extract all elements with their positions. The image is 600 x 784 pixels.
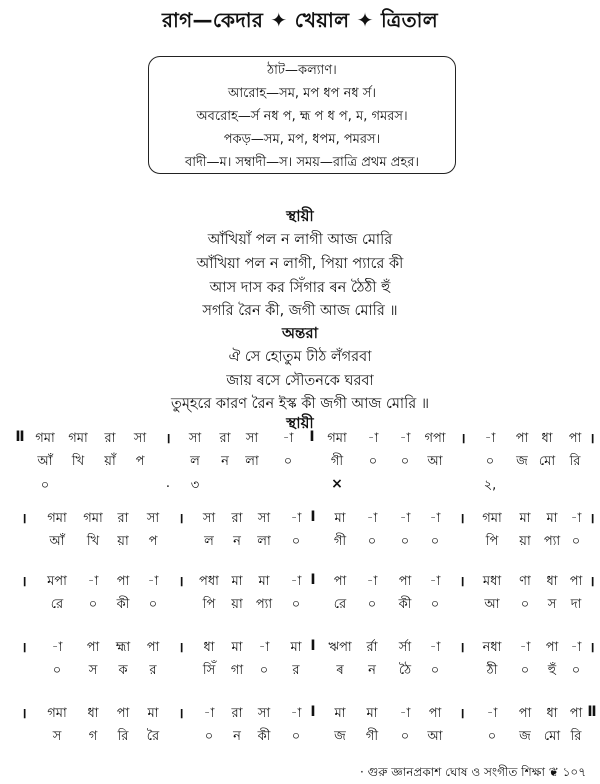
notation-cell: মো bbox=[538, 454, 556, 469]
notation-cell: ০ bbox=[291, 597, 301, 612]
notation-cell: জ bbox=[334, 729, 346, 744]
notation-cell: মা bbox=[334, 511, 346, 526]
notation-cell: . bbox=[165, 476, 171, 491]
notation-cell: ঠী bbox=[486, 663, 498, 678]
notation-bar: । bbox=[459, 640, 465, 656]
notation-cell: পা bbox=[398, 574, 412, 589]
antara-line: জায় ৰসে সৌতনকে ঘরবা bbox=[226, 373, 374, 389]
notation-cell: কী bbox=[257, 729, 271, 744]
notation-cell: সা bbox=[257, 511, 271, 526]
notation-cell: -া bbox=[258, 640, 270, 655]
notation-cell: -া bbox=[484, 431, 496, 446]
notation-cell: গমা bbox=[327, 431, 347, 446]
notation-cell: ০ bbox=[283, 454, 293, 469]
notation-bar: × bbox=[331, 476, 343, 492]
notation-cell: পা bbox=[515, 431, 529, 446]
notation-cell: ০ bbox=[291, 729, 301, 744]
notation-cell: -া bbox=[147, 574, 159, 589]
notation-cell: য়া bbox=[231, 597, 243, 612]
notation-cell: ০ bbox=[571, 534, 581, 549]
notation-cell: ০ bbox=[259, 663, 269, 678]
notation-cell: মা bbox=[231, 574, 243, 589]
notation-cell: গী bbox=[333, 534, 347, 549]
notation-cell: ণা bbox=[519, 574, 531, 589]
notation-cell: ০ bbox=[368, 454, 378, 469]
notation-cell: পা bbox=[116, 706, 130, 721]
notation-row bbox=[0, 704, 600, 726]
notation-bar: । bbox=[21, 574, 27, 590]
notation-cell: ৰ bbox=[336, 663, 344, 678]
notation-bar: । bbox=[589, 640, 595, 656]
notation-cell: গমা bbox=[47, 706, 67, 721]
notation-cell: পা bbox=[116, 574, 130, 589]
notation-cell: রৈ bbox=[146, 729, 160, 744]
notation-cell: রা bbox=[104, 431, 116, 446]
notation-bar: I bbox=[310, 638, 316, 654]
notation-cell: মধা bbox=[482, 574, 502, 589]
notation-cell: মা bbox=[258, 574, 270, 589]
info-pakad: পকড়—সম, মপ, ধপম, পমরস। bbox=[223, 132, 381, 147]
notation-cell: ২, bbox=[483, 478, 497, 493]
notation-cell: ০ bbox=[148, 597, 158, 612]
notation-cell: আঁ bbox=[37, 454, 53, 469]
notation-cell: মা bbox=[290, 640, 302, 655]
notation-cell: প্যা bbox=[255, 597, 273, 612]
notation-cell: ক bbox=[118, 663, 128, 678]
notation-bar: । bbox=[165, 431, 171, 447]
notation-cell: মা bbox=[546, 511, 558, 526]
notation-cell: রি bbox=[570, 729, 582, 744]
notation-cell: পি bbox=[485, 534, 499, 549]
notation-cell: মা bbox=[231, 640, 243, 655]
notation-cell: ০ bbox=[367, 534, 377, 549]
notation-cell: স bbox=[52, 729, 62, 744]
notation-cell: দা bbox=[570, 597, 582, 612]
notation-bar: I bbox=[310, 704, 316, 720]
notation-cell: রে bbox=[50, 597, 64, 612]
notation-cell: ০ bbox=[367, 597, 377, 612]
notation-bar: । bbox=[178, 574, 184, 590]
notation-cell: গমা bbox=[35, 431, 55, 446]
raga-info-box bbox=[148, 56, 456, 174]
raga-title: রাগ—কেদার ✦ খেয়াল ✦ ত্রিতাল bbox=[162, 8, 438, 32]
antara-heading: অন্তরা bbox=[282, 324, 318, 342]
notation-bar: । bbox=[21, 511, 27, 527]
notation-cell: -া bbox=[399, 431, 411, 446]
notation-cell: খি bbox=[86, 534, 100, 549]
notation-cell: ল bbox=[204, 534, 214, 549]
notation-bar: Ⅱ bbox=[587, 704, 597, 720]
notation-cell: পধা bbox=[199, 574, 219, 589]
notation-row bbox=[0, 429, 600, 451]
notation-cell: মা bbox=[147, 706, 159, 721]
notation-cell: ০ bbox=[400, 534, 410, 549]
notation-cell: আ bbox=[484, 597, 500, 612]
notation-cell: র্রা bbox=[366, 640, 378, 655]
notation-cell: পা bbox=[568, 431, 582, 446]
notation-cell: গমা bbox=[47, 511, 67, 526]
notation-row bbox=[0, 661, 600, 683]
notation-cell: -া bbox=[366, 511, 378, 526]
notation-cell: গপা bbox=[424, 431, 446, 446]
notation-row bbox=[0, 452, 600, 474]
notation-cell: রি bbox=[569, 454, 581, 469]
notation-cell: ন bbox=[368, 663, 376, 678]
notation-cell: ০ bbox=[291, 534, 301, 549]
notation-cell: পা bbox=[518, 706, 532, 721]
notation-cell: আ bbox=[427, 454, 443, 469]
notation-cell: ০ bbox=[204, 729, 214, 744]
notation-cell: য়া bbox=[519, 534, 531, 549]
notation-bar: Ⅱ bbox=[15, 429, 25, 445]
notation-cell: -া bbox=[282, 431, 294, 446]
notation-cell: য়া bbox=[117, 534, 129, 549]
notation-bar: । bbox=[178, 706, 184, 722]
notation-cell: মা bbox=[366, 706, 378, 721]
notation-row bbox=[0, 476, 600, 498]
notation-row bbox=[0, 727, 600, 749]
notation-cell: মপা bbox=[47, 574, 67, 589]
notation-cell: আ bbox=[427, 729, 443, 744]
notation-cell: গ bbox=[88, 729, 98, 744]
notation-cell: লা bbox=[245, 454, 259, 469]
notation-cell: রা bbox=[219, 431, 231, 446]
notation-cell: ০ bbox=[430, 597, 440, 612]
sthayi-heading: স্থায়ী bbox=[286, 207, 314, 225]
notation-cell: -া bbox=[486, 706, 498, 721]
notation-cell: -া bbox=[51, 640, 63, 655]
notation-cell: গী bbox=[365, 729, 379, 744]
sthayi-line: আঁখিয়া পল ন লাগী, পিয়া প্যারে কী bbox=[196, 256, 404, 272]
notation-cell: রা bbox=[117, 511, 129, 526]
notation-cell: রা bbox=[231, 706, 243, 721]
notation-row bbox=[0, 509, 600, 531]
notation-cell: সা bbox=[146, 511, 160, 526]
notation-cell: ধা bbox=[203, 640, 215, 655]
notation-cell: ০ bbox=[88, 597, 98, 612]
notation-bar: । bbox=[178, 511, 184, 527]
notation-cell: র bbox=[292, 663, 300, 678]
notation-cell: হুঁ bbox=[547, 663, 557, 678]
notation-cell: পা bbox=[86, 640, 100, 655]
notation-bar: I bbox=[309, 429, 315, 445]
notation-cell: প্যা bbox=[543, 534, 561, 549]
notation-cell: ০ bbox=[52, 663, 62, 678]
notation-cell: গা bbox=[230, 663, 244, 678]
sthayi-line: আস দাস কর সিঁগার ৰন ঠৈঠী হুঁ bbox=[209, 280, 391, 296]
notation-cell: গমা bbox=[83, 511, 103, 526]
notation-cell: সা bbox=[202, 511, 216, 526]
notation-bar: । bbox=[21, 706, 27, 722]
notation-cell: ০ bbox=[40, 478, 50, 493]
info-vadi-samay: বাদী—ম। সম্বাদী—স। সময়—রাত্রি প্রথম প্রহর। bbox=[184, 155, 420, 170]
notation-bar: । bbox=[460, 431, 466, 447]
notation-cell: -া bbox=[429, 511, 441, 526]
notation-cell: জ bbox=[516, 454, 528, 469]
notation-cell: -া bbox=[429, 574, 441, 589]
notation-cell: -া bbox=[399, 511, 411, 526]
notation-cell: -া bbox=[290, 511, 302, 526]
sthayi-line: সগরি রৈন কী, জগী আজ মোরি ॥ bbox=[202, 303, 398, 319]
notation-cell: ০ bbox=[400, 729, 410, 744]
notation-cell: রা bbox=[231, 511, 243, 526]
notation-heading: স্থায়ী bbox=[286, 414, 314, 432]
notation-cell: য়াঁ bbox=[104, 454, 116, 469]
notation-bar: I bbox=[310, 572, 316, 588]
notation-cell: -া bbox=[519, 640, 531, 655]
notation-bar: । bbox=[21, 640, 27, 656]
notation-cell: ন bbox=[233, 534, 241, 549]
notation-cell: সা bbox=[188, 431, 202, 446]
page-footer: · গুরু জ্ঞানপ্রকাশ ঘোষ ও সংগীত শিক্ষা ❦ ১০৭ bbox=[359, 765, 586, 779]
notation-cell: -া bbox=[429, 640, 441, 655]
notation-cell: সিঁ bbox=[202, 663, 216, 678]
notation-cell: -া bbox=[570, 640, 582, 655]
notation-cell: হ্মা bbox=[115, 640, 131, 655]
notation-cell: পা bbox=[146, 640, 160, 655]
notation-row bbox=[0, 532, 600, 554]
info-aroha: আরোহ—সম, মপ ধপ নধ র্স। bbox=[227, 86, 377, 101]
notation-cell: -া bbox=[290, 706, 302, 721]
sthayi-line: আঁখিয়াঁ পল ন লাগী আজ মোরি bbox=[207, 232, 393, 248]
notation-cell: কী bbox=[398, 597, 412, 612]
notation-row bbox=[0, 595, 600, 617]
notation-cell: রি bbox=[117, 729, 129, 744]
notation-cell: জ bbox=[519, 729, 531, 744]
notation-cell: র্সা bbox=[398, 640, 412, 655]
notation-cell: ধা bbox=[541, 431, 553, 446]
notation-cell: -া bbox=[366, 574, 378, 589]
notation-row bbox=[0, 638, 600, 660]
notation-cell: -া bbox=[290, 574, 302, 589]
notation-cell: পা bbox=[545, 640, 559, 655]
notation-cell: -া bbox=[203, 706, 215, 721]
notation-cell: ০ bbox=[487, 729, 497, 744]
notation-cell: রে bbox=[333, 597, 347, 612]
notation-cell: পা bbox=[569, 706, 583, 721]
notation-cell: পা bbox=[333, 574, 347, 589]
notation-cell: সা bbox=[257, 706, 271, 721]
notation-cell: ধা bbox=[87, 706, 99, 721]
notation-cell: গমা bbox=[68, 431, 88, 446]
notation-cell: ধা bbox=[546, 706, 558, 721]
notation-cell: ন bbox=[233, 729, 241, 744]
notation-cell: সা bbox=[133, 431, 147, 446]
info-avaroha: অবরোহ—র্স নধ প, হ্ম প ধ প, ম, গমরস। bbox=[196, 109, 408, 124]
notation-cell: ০ bbox=[571, 663, 581, 678]
notation-bar: I bbox=[310, 509, 316, 525]
antara-line: তুম্হরে কারণ রৈন ইস্ক কী জগী আজ মোরি ॥ bbox=[170, 396, 430, 412]
notation-cell: ধা bbox=[546, 574, 558, 589]
notation-cell: ০ bbox=[520, 597, 530, 612]
notation-cell: ০ bbox=[430, 663, 440, 678]
notation-cell: স bbox=[547, 597, 557, 612]
notation-cell: মা bbox=[334, 706, 346, 721]
notation-cell: ০ bbox=[400, 454, 410, 469]
notation-cell: পা bbox=[569, 574, 583, 589]
notation-cell: ০ bbox=[520, 663, 530, 678]
notation-cell: কী bbox=[116, 597, 130, 612]
notation-bar: । bbox=[459, 706, 465, 722]
notation-cell: ন bbox=[221, 454, 229, 469]
notation-cell: পা bbox=[428, 706, 442, 721]
notation-cell: ০ bbox=[430, 534, 440, 549]
notation-bar: । bbox=[178, 640, 184, 656]
antara-line: ঐ সে হোতুম ঢীঠ লঁগরবা bbox=[228, 349, 372, 365]
notation-cell: পি bbox=[202, 597, 216, 612]
notation-bar: । bbox=[459, 574, 465, 590]
notation-cell: ৩ bbox=[190, 478, 200, 493]
notation-bar: । bbox=[589, 574, 595, 590]
notation-cell: -া bbox=[570, 511, 582, 526]
notation-cell: -া bbox=[87, 574, 99, 589]
notation-bar: । bbox=[589, 511, 595, 527]
notation-cell: স bbox=[88, 663, 98, 678]
notation-cell: সা bbox=[245, 431, 259, 446]
notation-cell: গমা bbox=[482, 511, 502, 526]
notation-cell: প bbox=[148, 534, 158, 549]
notation-cell: খি bbox=[71, 454, 85, 469]
notation-cell: ল bbox=[190, 454, 200, 469]
notation-cell: আঁ bbox=[49, 534, 65, 549]
notation-cell: -া bbox=[367, 431, 379, 446]
notation-bar: । bbox=[459, 511, 465, 527]
notation-cell: ঋপা bbox=[328, 640, 352, 655]
notation-cell: ০ bbox=[485, 454, 495, 469]
notation-cell: ঠৈ bbox=[398, 663, 412, 678]
notation-cell: মা bbox=[519, 511, 531, 526]
notation-row bbox=[0, 572, 600, 594]
notation-cell: নধা bbox=[482, 640, 502, 655]
notation-cell: গী bbox=[330, 454, 344, 469]
notation-cell: -া bbox=[399, 706, 411, 721]
notation-cell: র bbox=[149, 663, 157, 678]
notation-cell: মো bbox=[543, 729, 561, 744]
notation-cell: লা bbox=[257, 534, 271, 549]
notation-bar: । bbox=[589, 431, 595, 447]
notation-cell: প bbox=[135, 454, 145, 469]
info-thaat: ঠাট—কল্যাণ। bbox=[267, 63, 337, 78]
